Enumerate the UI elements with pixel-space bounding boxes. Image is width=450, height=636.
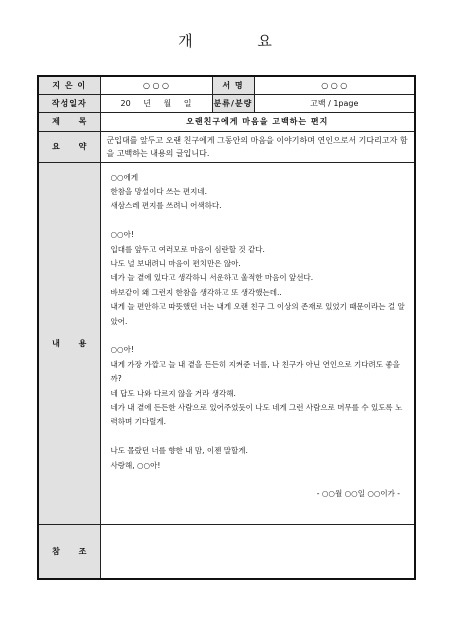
date-label: 작성일자 xyxy=(38,94,100,112)
signature-label: 서 명 xyxy=(212,76,254,94)
summary-label: 요 약 xyxy=(38,131,100,162)
content-line: ○○아! xyxy=(110,230,134,240)
document-title: 개 요 xyxy=(178,32,302,50)
author-label: 지 은 이 xyxy=(38,76,100,94)
content-label: 내 용 xyxy=(38,162,100,524)
content-blank-line xyxy=(111,329,407,343)
content-body xyxy=(100,162,415,524)
content-line: 나도 몰랐던 너를 향한 내 맘, 이젠 말할게. xyxy=(110,446,248,456)
letter-signature: - ○○월 ○○일 ○○이가 - xyxy=(316,489,400,499)
content-blank-line xyxy=(111,214,407,228)
date-value: 20 년 월 일 xyxy=(100,94,212,112)
reference-value xyxy=(100,524,415,579)
content-line: 내게 가장 가깝고 늘 내 곁을 든든히 지켜준 너를, 나 친구가 아닌 연인으로 기다려도 좋을까? xyxy=(110,359,400,384)
content-line: 내게 늘 편안하고 따뜻했던 너는 내게 오랜 친구 그 이상의 존재로 있었기 때문이라는 걸 알았어. xyxy=(110,302,405,326)
content-blank-line xyxy=(111,473,407,487)
content-line: 나도 널 보내려니 마음이 편치만은 않아. xyxy=(110,258,241,268)
content-line: 한참을 망설이다 쓰는 편지네. xyxy=(110,186,207,196)
content-line: 네가 내 곁에 든든한 사람으로 있어주었듯이 나도 네게 그런 사람으로 머무를 수 있도록 노력하며 기다릴게. xyxy=(110,402,403,427)
subject-value: 오랜친구에게 마음을 고백하는 편지 xyxy=(100,112,415,131)
subject-label: 제 목 xyxy=(38,112,100,131)
summary-value: 군입대를 앞두고 오랜 친구에게 그동안의 마음을 이야기하며 연인으로서 기다리고자 함을 고백하는 내용의 글입니다. xyxy=(100,131,415,162)
author-value: ○ ○ ○ xyxy=(100,76,212,94)
outline-form xyxy=(37,75,416,580)
content-line: 새삼스레 편지를 쓰려니 어색하다. xyxy=(110,201,222,211)
category-value: 고백 / 1page xyxy=(254,94,415,112)
content-line: ○○아! xyxy=(110,345,134,355)
content-line: 사랑해, ○○아! xyxy=(110,460,161,470)
content-blank-line xyxy=(111,430,407,444)
reference-label: 참 조 xyxy=(38,524,100,579)
category-label: 분류/분량 xyxy=(212,94,254,112)
content-line: 입대를 앞두고 여러모로 마음이 심란할 것 같다. xyxy=(110,244,265,254)
content-line: 네 답도 나와 다르지 않을 거라 생각해. xyxy=(110,388,236,398)
signature-value: ○ ○ ○ xyxy=(254,76,415,94)
content-line: ○○에게 xyxy=(110,172,139,182)
content-line: 네가 늘 곁에 있다고 생각하니 서운하고 울적한 마음이 앞선다. xyxy=(110,273,314,283)
content-line: 바보같이 왜 그런지 한참을 생각하고 또 생각했는데.. xyxy=(110,287,282,297)
